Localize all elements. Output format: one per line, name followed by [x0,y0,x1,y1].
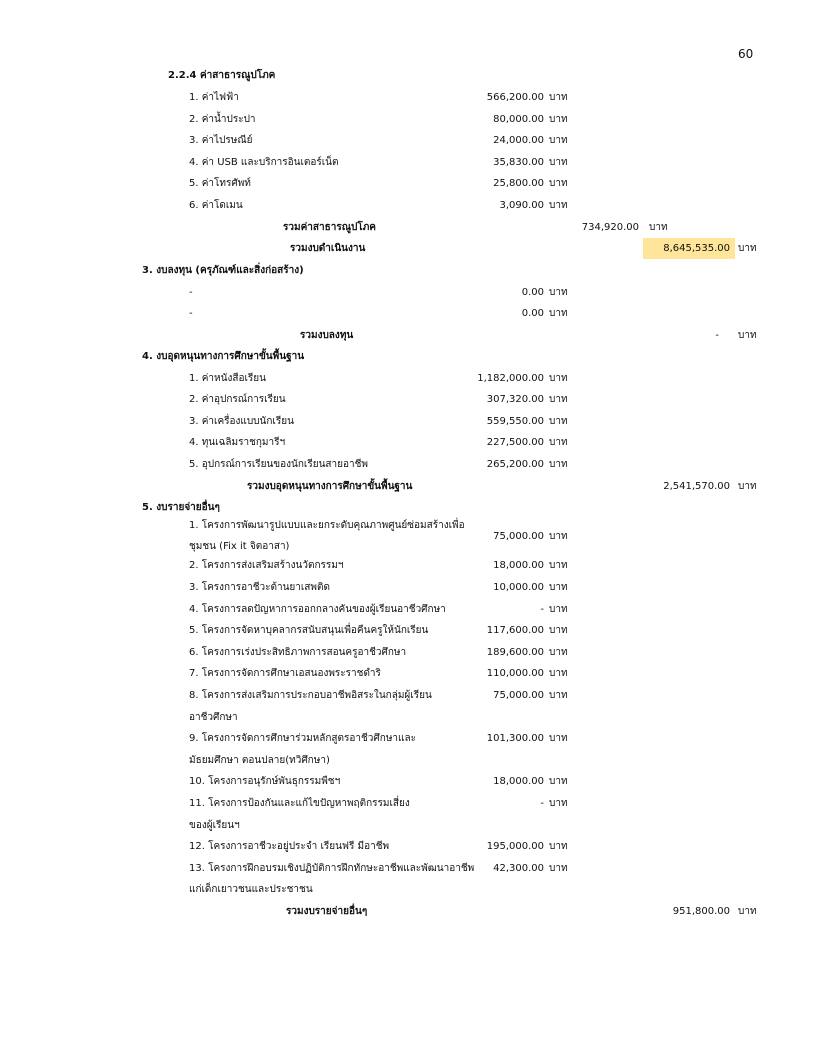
table-row [0,624,816,644]
table-row [0,177,816,197]
item-unit: บาท [549,416,568,427]
table-row-continued [0,754,816,774]
table-row [0,458,816,478]
item-label: 2. โครงการส่งเสริมสร้างนวัตกรรมฯ [189,560,344,571]
table-row [0,775,816,795]
item-unit: บาท [549,690,568,701]
total-row [0,329,816,349]
utilities-heading: 2.2.4 ค่าสาธารณูปโภค [168,70,276,81]
item-label: 9. โครงการจัดการศึกษาร่วมหลักสูตรอาชีวศึกษาและ [189,733,416,744]
item-unit: บาท [549,560,568,571]
item-unit: บาท [549,798,568,809]
section-heading: 3. งบลงทุน (ครุภัณฑ์และสิ่งก่อสร้าง) [142,265,304,276]
item-label: 7. โครงการจัดการศึกษาเอสนองพระราชดำริ [189,668,381,679]
total-unit: บาท [738,330,757,341]
item-amount: 80,000.00 [493,114,544,125]
item-unit: บาท [549,437,568,448]
table-row-continued [0,883,816,903]
item-label-cont: แก่เด็กเยาวชนและประชาชน [189,884,313,895]
section-heading-row [0,501,816,521]
table-row [0,689,816,709]
item-label: 3. ค่าเครื่องแบบนักเรียน [189,416,294,427]
item-label: 10. โครงการอนุรักษ์พันธุกรรมพืชฯ [189,776,341,787]
item-label: 8. โครงการส่งเสริมการประกอบอาชีพอิสระในกลุ่มผู้เรียน [189,690,432,701]
item-unit: บาท [549,135,568,146]
item-label-cont: ชุมชน (Fix it จิตอาสา) [189,541,290,552]
item-amount: 35,830.00 [493,157,544,168]
item-unit: บาท [549,531,568,542]
item-amount: 42,300.00 [493,863,544,874]
item-amount: 1,182,000.00 [477,373,544,384]
table-row [0,307,816,327]
table-row [0,840,816,860]
total-label: รวมงบอุดหนุนทางการศึกษาขั้นพื้นฐาน [247,481,413,492]
subtotal-label: รวมค่าสาธารณูปโภค [283,222,376,233]
item-amount: 195,000.00 [486,841,544,852]
section-heading-row [0,350,816,370]
table-row [0,372,816,392]
item-amount: 18,000.00 [493,776,544,787]
item-unit: บาท [549,841,568,852]
item-unit: บาท [549,287,568,298]
item-label: 1. ค่าหนังสือเรียน [189,373,266,384]
item-amount: - [540,604,544,615]
item-unit: บาท [549,459,568,470]
item-label: 1. ค่าไฟฟ้า [189,92,239,103]
table-row [0,199,816,219]
item-amount: 110,000.00 [486,668,544,679]
table-row [0,797,816,817]
item-unit: บาท [549,157,568,168]
table-row [0,646,816,666]
item-amount: 75,000.00 [493,690,544,701]
table-row [0,156,816,176]
item-label-cont: ของผู้เรียนฯ [189,820,240,831]
item-amount: 189,600.00 [486,647,544,658]
item-unit: บาท [549,863,568,874]
table-row-amount [0,530,816,550]
total-label: รวมงบดำเนินงาน [290,243,366,254]
item-amount: 0.00 [521,308,544,319]
table-row-continued [0,711,816,731]
table-row [0,436,816,456]
item-amount: 227,500.00 [486,437,544,448]
item-label: 6. โครงการเร่งประสิทธิภาพการสอนครูอาชีวศึกษา [189,647,407,658]
item-amount: 10,000.00 [493,582,544,593]
table-row [0,91,816,111]
item-amount: 566,200.00 [486,92,544,103]
item-unit: บาท [549,647,568,658]
item-label: 13. โครงการฝึกอบรมเชิงปฏิบัติการฝึกทักษะอาชีพและพัฒนาอาชีพ [189,863,475,874]
table-row [0,732,816,752]
table-row [0,667,816,687]
total-label: รวมงบรายจ่ายอื่นๆ [286,906,368,917]
total-amount: - [715,330,719,341]
item-amount: 25,800.00 [493,178,544,189]
item-unit: บาท [549,582,568,593]
table-row [0,603,816,623]
total-amount: 951,800.00 [672,906,730,917]
item-label: 4. ทุนเฉลิมราชกุมารีฯ [189,437,286,448]
item-label: 5. ค่าโทรศัพท์ [189,178,251,189]
item-label: 3. ค่าไปรษณีย์ [189,135,253,146]
total-unit: บาท [738,243,757,254]
item-label-cont: อาชีวศึกษา [189,712,238,723]
item-amount: 559,550.00 [486,416,544,427]
table-row [0,286,816,306]
table-row [0,415,816,435]
total-row [0,905,816,925]
item-unit: บาท [549,394,568,405]
item-label: 2. ค่าอุปกรณ์การเรียน [189,394,286,405]
item-label: 3. โครงการอาชีวะต้านยาเสพติด [189,582,330,593]
item-unit: บาท [549,373,568,384]
item-amount: 18,000.00 [493,560,544,571]
item-label: - [189,308,193,319]
item-amount: 265,200.00 [486,459,544,470]
table-row [0,581,816,601]
item-label: 12. โครงการอาชีวะอยู่ประจำ เรียนฟรี มีอาชีพ [189,841,390,852]
table-row [0,393,816,413]
item-unit: บาท [549,178,568,189]
page-number: 60 [738,47,754,61]
total-amount: 2,541,570.00 [663,481,730,492]
item-amount: 24,000.00 [493,135,544,146]
item-amount: - [540,798,544,809]
item-unit: บาท [549,92,568,103]
subtotal-amount: 734,920.00 [581,222,639,233]
table-row [0,134,816,154]
item-label: 6. ค่าโดเมน [189,200,243,211]
total-amount: 8,645,535.00 [663,243,730,254]
total-unit: บาท [738,481,757,492]
item-label: 5. โครงการจัดหาบุคลากรสนับสนุนเพื่อคืนครูให้นักเรียน [189,625,429,636]
item-unit: บาท [549,625,568,636]
item-label: 4. โครงการลดปัญหาการออกกลางคันของผู้เรียนอาชีวศึกษา [189,604,446,615]
item-amount: 307,320.00 [486,394,544,405]
item-amount: 0.00 [521,287,544,298]
item-amount: 75,000.00 [493,531,544,542]
total-row [0,480,816,500]
total-unit: บาท [738,906,757,917]
item-unit: บาท [549,200,568,211]
section-heading-row [0,264,816,284]
item-label: 4. ค่า USB และบริการอินเตอร์เน็ต [189,157,339,168]
total-label: รวมงบลงทุน [300,330,354,341]
item-label: 5. อุปกรณ์การเรียนของนักเรียนสายอาชีพ [189,459,368,470]
item-label: - [189,287,193,298]
item-unit: บาท [549,668,568,679]
item-unit: บาท [549,308,568,319]
item-amount: 3,090.00 [499,200,544,211]
item-label: 11. โครงการป้องกันและแก้ไขปัญหาพฤติกรรมเสี่ยง [189,798,410,809]
item-unit: บาท [549,114,568,125]
table-row-continued [0,819,816,839]
item-unit: บาท [549,604,568,615]
utilities-heading-row [0,69,816,89]
item-unit: บาท [549,733,568,744]
total-row [0,242,816,262]
table-row [0,559,816,579]
table-row [0,862,816,882]
item-label: 1. โครงการพัฒนารูปแบบและยกระดับคุณภาพศูนย์ซ่อมสร้างเพื่อ [189,520,465,531]
section-heading: 5. งบรายจ่ายอื่นๆ [142,502,220,513]
item-amount: 101,300.00 [486,733,544,744]
subtotal-unit: บาท [649,222,668,233]
item-label-cont: มัธยมศึกษา ตอนปลาย(ทวิศึกษา) [189,755,330,766]
section-heading: 4. งบอุดหนุนทางการศึกษาขั้นพื้นฐาน [142,351,305,362]
item-unit: บาท [549,776,568,787]
item-amount: 117,600.00 [486,625,544,636]
item-label: 2. ค่าน้ำประปา [189,114,256,125]
table-row [0,113,816,133]
